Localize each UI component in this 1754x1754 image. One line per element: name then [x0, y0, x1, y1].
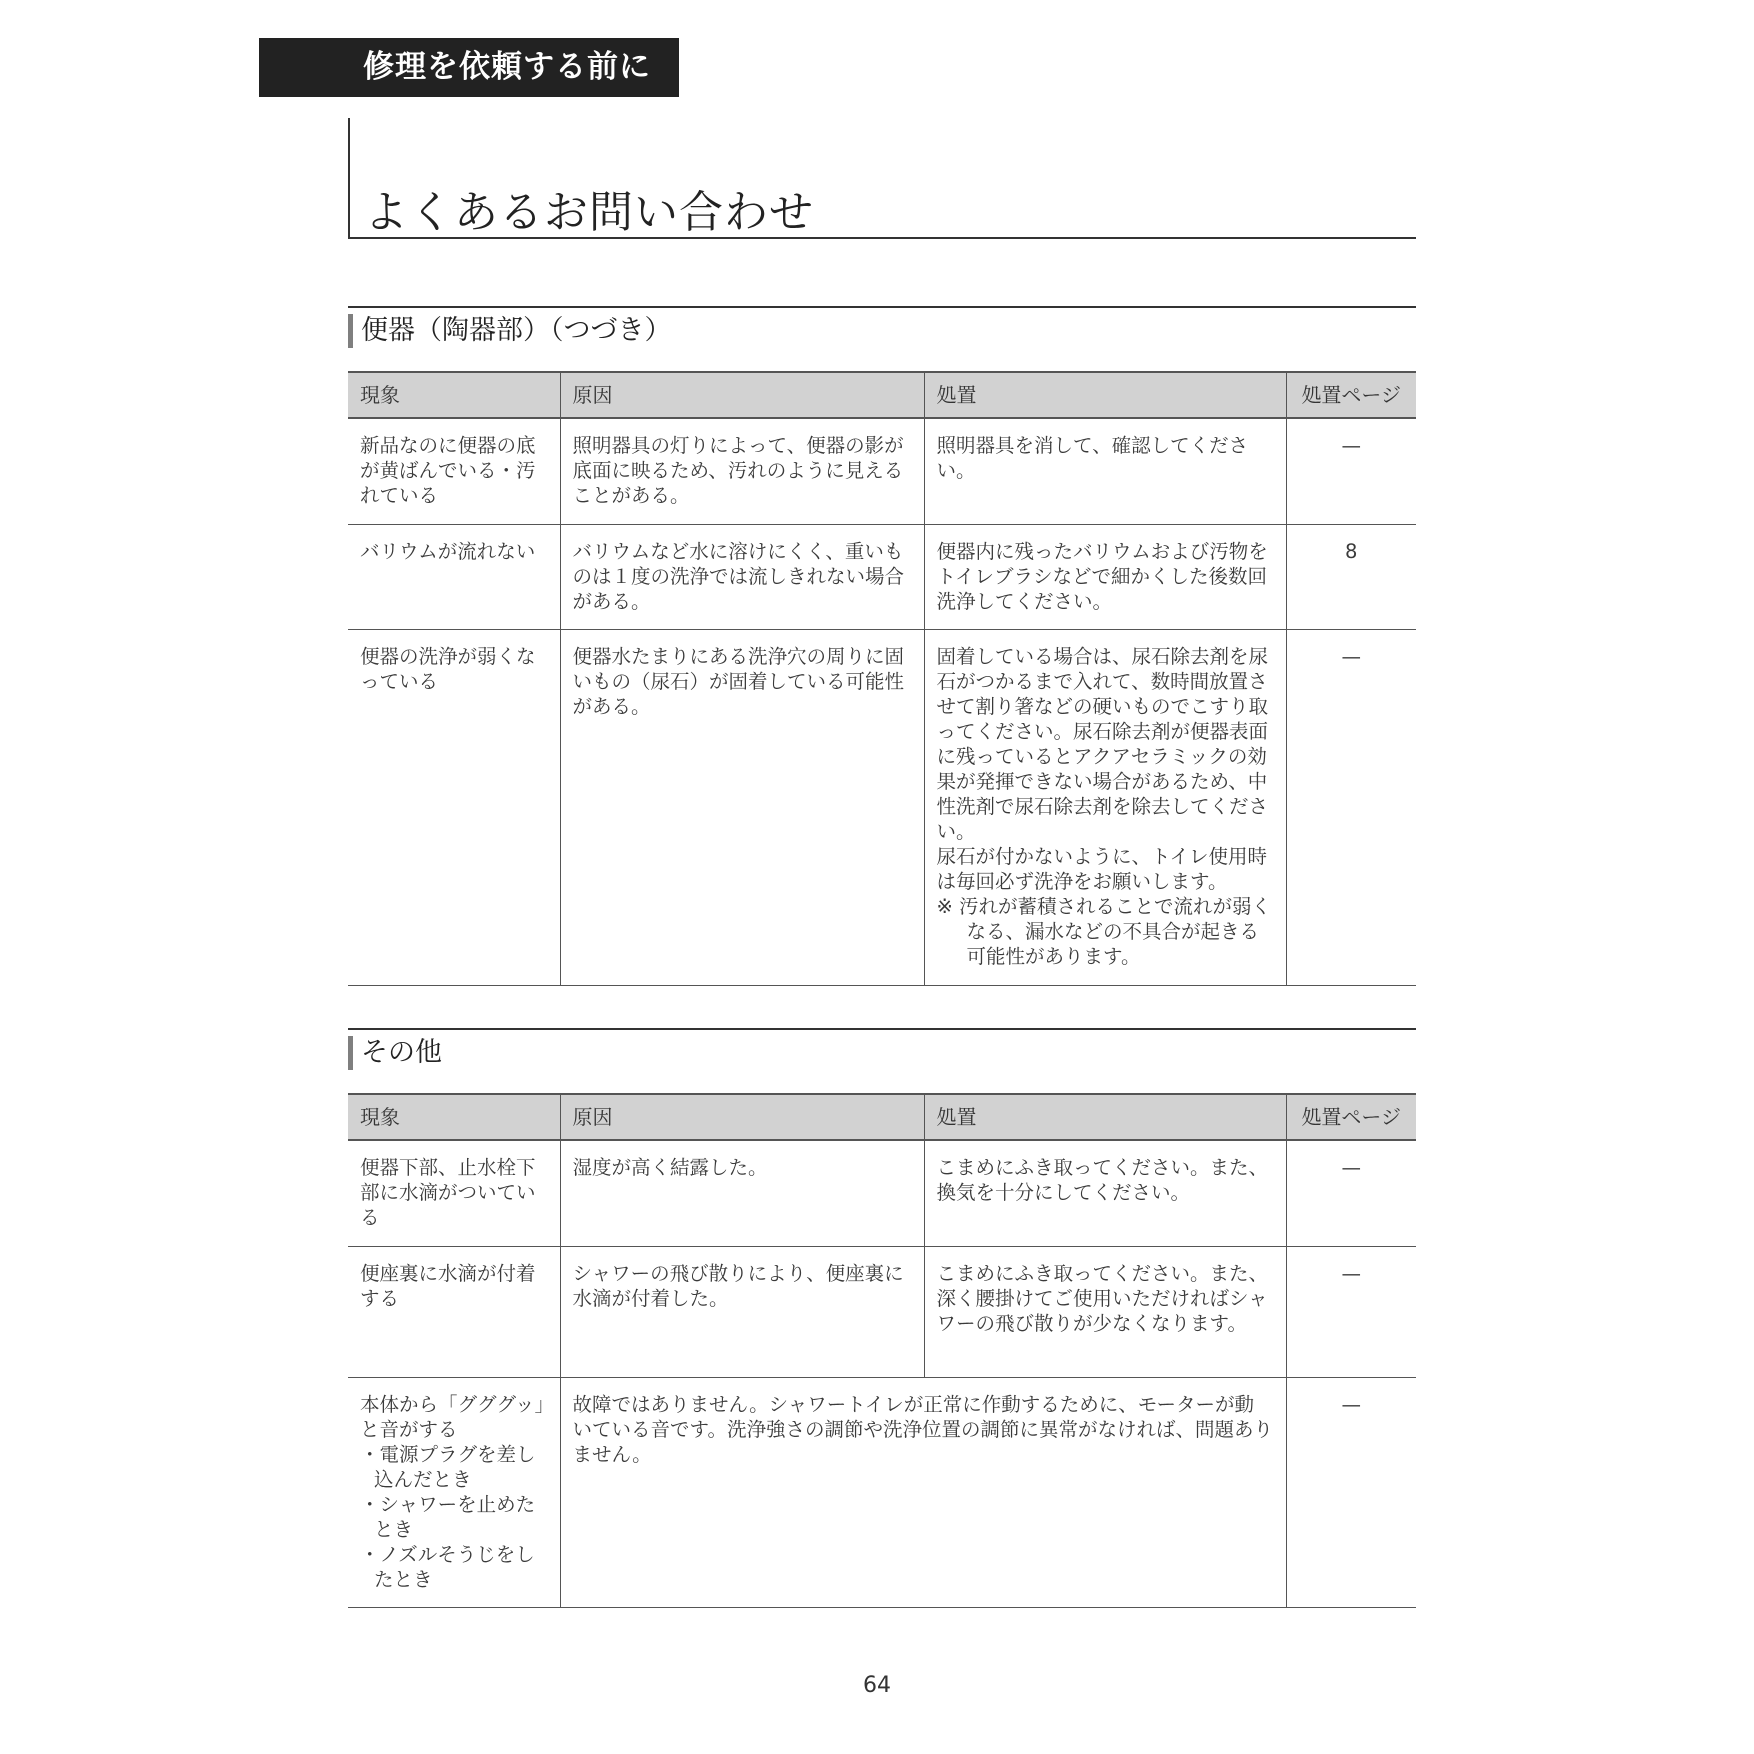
cell-remedy: こまめにふき取ってください。また、深く腰掛けてご使用いただければシャワーの飛び散りが少なくなります。: [924, 1246, 1286, 1377]
section-marker: [348, 1036, 353, 1070]
cell-remedy: こまめにふき取ってください。また、換気を十分にしてください。: [924, 1140, 1286, 1246]
section-marker: [348, 314, 353, 348]
header-phenomenon: 現象: [348, 372, 560, 418]
cell-cause: 照明器具の灯りによって、便器の影が底面に映るため、汚れのように見えることがある。: [560, 418, 924, 524]
header-remedy: 処置: [924, 1094, 1286, 1140]
header-cause: 原因: [560, 1094, 924, 1140]
chapter-tab: 修理を依頼する前に: [259, 38, 679, 97]
section-title: その他: [361, 1037, 442, 1068]
remedy-text-2: 尿石が付かないように、トイレ使用時は毎回必ず洗浄をお願いします。: [936, 844, 1268, 893]
section-heading-toilet-bowl: [348, 306, 1416, 346]
cell-page: —: [1286, 1246, 1416, 1377]
table-header-row: [348, 1094, 1416, 1140]
cell-cause: 湿度が高く結露した。: [560, 1140, 924, 1246]
page-number: 64: [863, 1673, 891, 1698]
table-row: [348, 1246, 1416, 1377]
phenomenon-text: 本体から「グググッ」と音がする: [360, 1392, 545, 1441]
faq-table-toilet-bowl: [348, 371, 1416, 986]
table-row: [348, 524, 1416, 629]
header-page: 処置ページ: [1286, 1094, 1416, 1140]
list-item: ・電源プラグを差し込んだとき: [360, 1442, 536, 1491]
section-heading-other: [348, 1028, 1416, 1068]
cell-cause: バリウムなど水に溶けにくく、重いものは１度の洗浄では流しきれない場合がある。: [560, 524, 924, 629]
cell-page: —: [1286, 1140, 1416, 1246]
cell-cause: シャワーの飛び散りにより、便座裏に水滴が付着した。: [560, 1246, 924, 1377]
cell-remedy: [924, 629, 1286, 985]
cell-cause: 便器水たまりにある洗浄穴の周りに固いもの（尿石）が固着している可能性がある。: [560, 629, 924, 985]
cell-phenomenon: 新品なのに便器の底が黄ばんでいる・汚れている: [348, 418, 560, 524]
cell-page: 8: [1286, 524, 1416, 629]
cell-phenomenon: 便器下部、止水栓下部に水滴がついている: [348, 1140, 560, 1246]
table-row: [348, 629, 1416, 985]
header-phenomenon: 現象: [348, 1094, 560, 1140]
faq-table-other: [348, 1093, 1416, 1608]
cell-phenomenon: 便座裏に水滴が付着する: [348, 1246, 560, 1377]
table-row: [348, 1377, 1416, 1607]
cell-remedy: 照明器具を消して、確認してください。: [924, 418, 1286, 524]
page-title: よくあるお問い合わせ: [364, 187, 814, 238]
header-page: 処置ページ: [1286, 372, 1416, 418]
cell-phenomenon: 便器の洗浄が弱くなっている: [348, 629, 560, 985]
table-row: [348, 418, 1416, 524]
cell-phenomenon: バリウムが流れない: [348, 524, 560, 629]
remedy-text: 固着している場合は、尿石除去剤を尿石がつかるまで入れて、数時間放置させて割り箸などの硬いものでこすり取ってください。尿石除去剤が便器表面に残っているとアクアセラミックの効果が発揮できない場合があるため、中性洗剤で尿石除去剤を除去してください。: [936, 644, 1269, 843]
cell-remedy: 便器内に残ったバリウムおよび汚物をトイレブラシなどで細かくした後数回洗浄してください。: [924, 524, 1286, 629]
table-row: [348, 1140, 1416, 1246]
cell-page: —: [1286, 1377, 1416, 1607]
header-remedy: 処置: [924, 372, 1286, 418]
section-title: 便器（陶器部）（つづき）: [361, 315, 672, 346]
cell-page: —: [1286, 418, 1416, 524]
remedy-note: ※ 汚れが蓄積されることで流れが弱くなる、漏水などの不具合が起きる可能性があります。: [936, 894, 1272, 968]
table-header-row: [348, 372, 1416, 418]
list-item: ・ノズルそうじをしたとき: [360, 1542, 535, 1591]
cell-phenomenon: [348, 1377, 560, 1607]
cell-page: —: [1286, 629, 1416, 985]
header-cause: 原因: [560, 372, 924, 418]
cell-cause-remedy: 故障ではありません。シャワートイレが正常に作動するために、モーターが動いている音です。洗浄強さの調節や洗浄位置の調節に異常がなければ、問題ありません。: [560, 1377, 1286, 1607]
list-item: ・シャワーを止めたとき: [360, 1492, 536, 1541]
